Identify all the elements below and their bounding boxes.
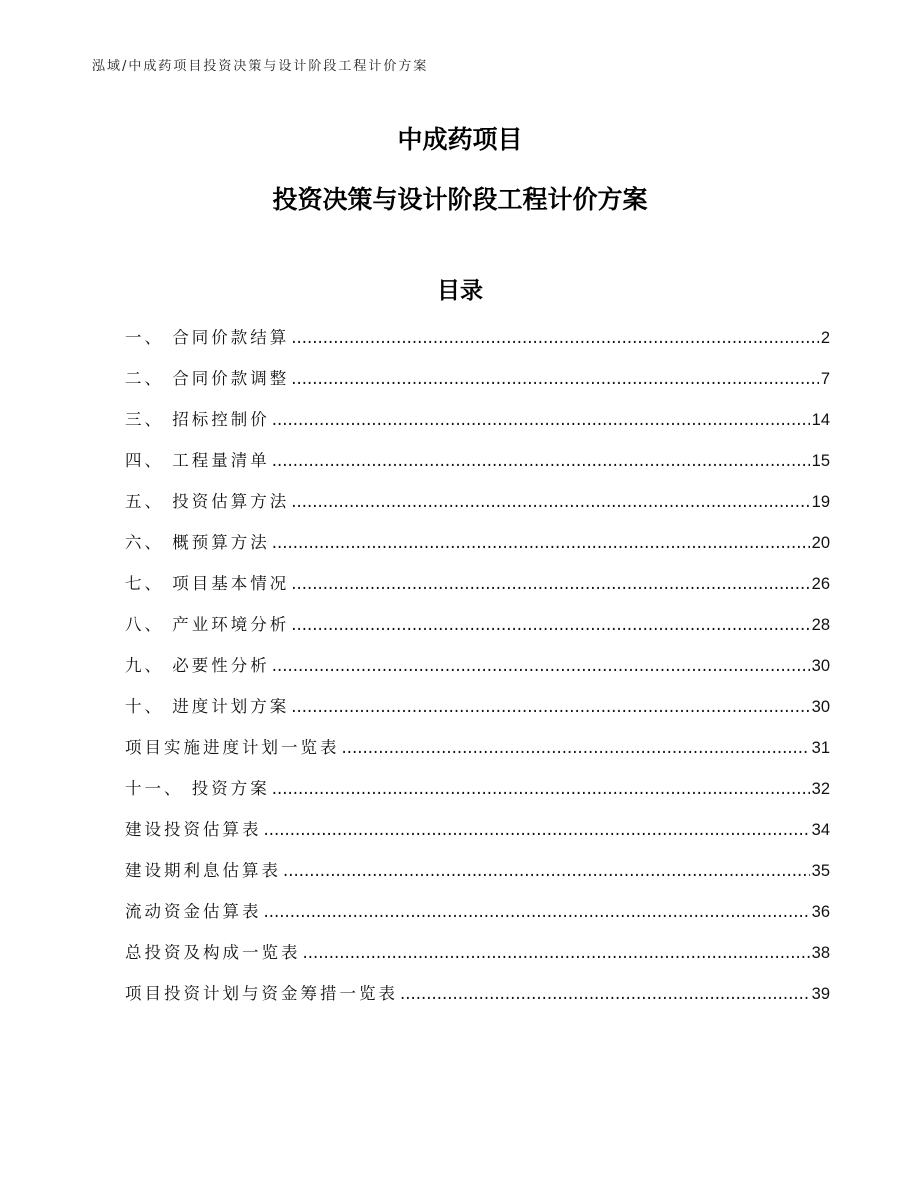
toc-entry-page: 32 [811, 780, 830, 798]
toc-entry-label: 十一、 投资方案 [125, 779, 270, 798]
toc-entry-label: 三、 招标控制价 [125, 410, 270, 429]
toc-entry-page: 35 [811, 862, 830, 880]
toc-leader-dots [291, 697, 809, 716]
toc-leader-dots [291, 328, 819, 347]
toc-entry-page: 26 [811, 575, 830, 593]
toc-leader-dots [342, 738, 810, 757]
toc-leader-dots [272, 410, 810, 429]
toc-entry[interactable] [125, 406, 830, 447]
toc-entry[interactable] [125, 775, 830, 816]
toc-entry-label: 建设投资估算表 [125, 820, 262, 839]
toc-entry-page: 31 [811, 739, 830, 757]
toc-leader-dots [400, 984, 810, 1003]
toc-entry-page: 7 [820, 370, 830, 388]
table-of-contents [125, 324, 830, 1021]
toc-entry-label: 项目投资计划与资金筹措一览表 [125, 984, 398, 1003]
toc-entry-label: 二、 合同价款调整 [125, 369, 290, 388]
toc-leader-dots [291, 369, 819, 388]
toc-entry-label: 流动资金估算表 [125, 902, 262, 921]
toc-leader-dots [303, 943, 810, 962]
toc-entry-label: 九、 必要性分析 [125, 656, 270, 675]
toc-entry-label: 建设期利息估算表 [125, 861, 281, 880]
toc-leader-dots [283, 861, 810, 880]
document-title: 中成药项目 [397, 125, 523, 154]
toc-entry-page: 30 [811, 657, 830, 675]
toc-entry[interactable] [125, 529, 830, 570]
toc-entry-page: 2 [820, 329, 830, 347]
toc-entry[interactable] [125, 488, 830, 529]
toc-entry[interactable] [125, 611, 830, 652]
toc-leader-dots [272, 451, 810, 470]
toc-leader-dots [272, 779, 810, 798]
toc-entry-page: 36 [811, 903, 830, 921]
toc-entry[interactable] [125, 857, 830, 898]
toc-entry[interactable] [125, 570, 830, 611]
toc-entry[interactable] [125, 939, 830, 980]
toc-entry-label: 六、 概预算方法 [125, 533, 270, 552]
toc-heading: 目录 [437, 278, 483, 304]
toc-entry[interactable] [125, 734, 830, 775]
toc-entry-label: 七、 项目基本情况 [125, 574, 290, 593]
toc-entry-label: 十、 进度计划方案 [125, 697, 290, 716]
toc-entry-label: 四、 工程量清单 [125, 451, 270, 470]
toc-entry[interactable] [125, 980, 830, 1021]
toc-entry-label: 五、 投资估算方法 [125, 492, 290, 511]
toc-leader-dots [291, 574, 809, 593]
toc-leader-dots [291, 615, 809, 634]
toc-entry[interactable] [125, 447, 830, 488]
toc-entry-page: 15 [811, 452, 830, 470]
toc-entry-page: 30 [811, 698, 830, 716]
toc-entry-page: 34 [811, 821, 830, 839]
toc-entry[interactable] [125, 652, 830, 693]
toc-entry-page: 39 [811, 985, 830, 1003]
toc-entry[interactable] [125, 365, 830, 406]
toc-leader-dots [291, 492, 809, 511]
toc-entry-label: 总投资及构成一览表 [125, 943, 301, 962]
toc-leader-dots [264, 820, 810, 839]
document-subtitle: 投资决策与设计阶段工程计价方案 [272, 185, 648, 214]
toc-entry-page: 28 [811, 616, 830, 634]
page-header: 泓域/中成药项目投资决策与设计阶段工程计价方案 [92, 59, 429, 74]
toc-entry-label: 一、 合同价款结算 [125, 328, 290, 347]
toc-entry[interactable] [125, 898, 830, 939]
toc-entry-page: 19 [811, 493, 830, 511]
toc-entry-page: 14 [811, 411, 830, 429]
toc-entry[interactable] [125, 324, 830, 365]
toc-entry[interactable] [125, 816, 830, 857]
toc-entry-label: 八、 产业环境分析 [125, 615, 290, 634]
toc-entry-page: 20 [811, 534, 830, 552]
toc-leader-dots [264, 902, 810, 921]
toc-leader-dots [272, 656, 810, 675]
toc-entry-page: 38 [811, 944, 830, 962]
toc-leader-dots [272, 533, 810, 552]
toc-entry[interactable] [125, 693, 830, 734]
toc-entry-label: 项目实施进度计划一览表 [125, 738, 340, 757]
